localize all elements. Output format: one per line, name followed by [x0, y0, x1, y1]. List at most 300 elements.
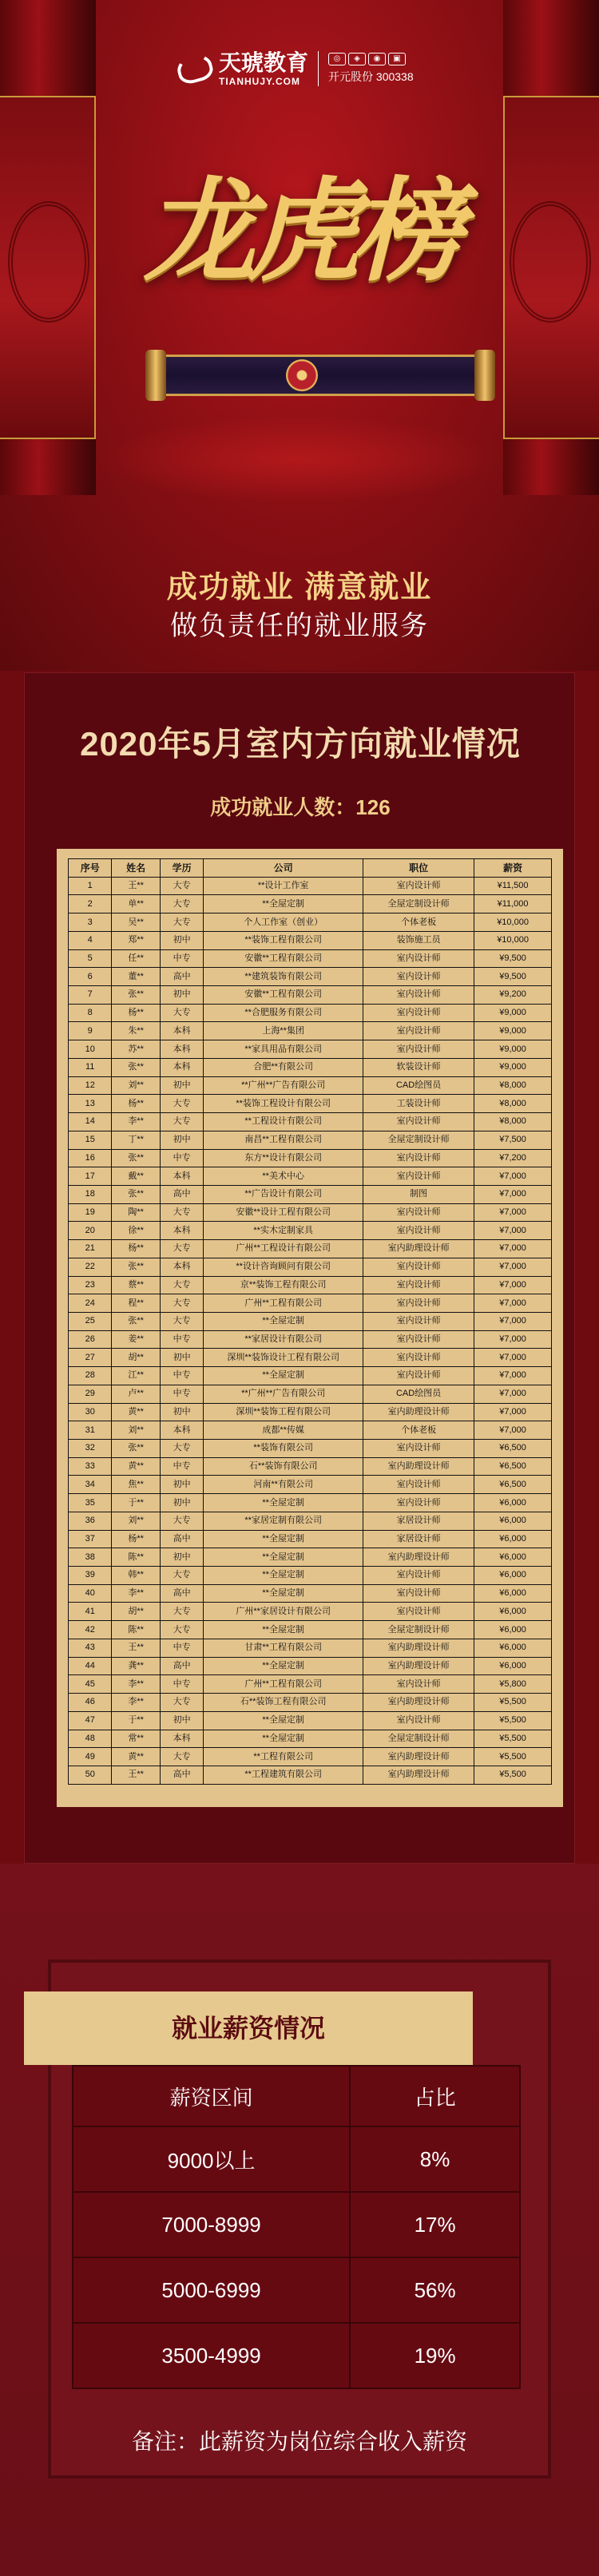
- cell-index: 11: [69, 1058, 112, 1076]
- cell-company: 深圳**装饰设计工程有限公司: [204, 1349, 363, 1367]
- cell-education: 初中: [160, 1711, 203, 1730]
- cell-name: 张**: [112, 1440, 161, 1458]
- cell-salary: ¥7,000: [474, 1349, 552, 1367]
- salary-section: [0, 1864, 599, 2576]
- cell-company: **设计工作室: [204, 877, 363, 895]
- cell-education: 本科: [160, 1421, 203, 1440]
- scroll-seal-icon: [286, 359, 318, 391]
- logo-name-cn: 天琥教育: [219, 50, 309, 75]
- table-row: [69, 949, 552, 968]
- cell-education: 中专: [160, 949, 203, 968]
- cell-salary: ¥7,000: [474, 1367, 552, 1385]
- logo-right: [328, 53, 414, 85]
- cell-name: 焦**: [112, 1476, 161, 1494]
- cell-education: 中专: [160, 1149, 203, 1167]
- cell-index: 9: [69, 1022, 112, 1040]
- table-row: [69, 1675, 552, 1694]
- salary-note: 备注：此薪资为岗位综合收入薪资: [131, 2429, 467, 2454]
- cell-salary: ¥6,000: [474, 1512, 552, 1530]
- salary-ratio: 17%: [350, 2192, 520, 2257]
- cell-salary: ¥9,200: [474, 986, 552, 1005]
- cell-position: 室内设计师: [363, 1584, 474, 1603]
- cell-position: 室内设计师: [363, 1603, 474, 1621]
- col-header-salary: 薪资: [474, 859, 552, 878]
- cell-index: 18: [69, 1185, 112, 1203]
- cell-position: 室内设计师: [363, 1312, 474, 1330]
- left-dragon-banner: [0, 96, 96, 439]
- cell-index: 32: [69, 1440, 112, 1458]
- title-calligraphy: 龙虎榜: [143, 166, 455, 297]
- cell-company: **全屋定制: [204, 1621, 363, 1639]
- col-header-company: 公司: [204, 859, 363, 878]
- cell-index: 21: [69, 1240, 112, 1258]
- cell-position: 室内设计师: [363, 1675, 474, 1694]
- table-row: [69, 1240, 552, 1258]
- cell-company: **全屋定制: [204, 1367, 363, 1385]
- cell-company: **全屋定制: [204, 1312, 363, 1330]
- cell-position: 室内设计师: [363, 1330, 474, 1349]
- salary-range: 5000-6999: [73, 2257, 350, 2323]
- cell-name: 李**: [112, 1675, 161, 1694]
- cell-position: 全屋定制设计师: [363, 1730, 474, 1748]
- cell-company: **实木定制家具: [204, 1222, 363, 1240]
- table-row: [69, 1149, 552, 1167]
- cell-name: 江**: [112, 1367, 161, 1385]
- cell-education: 大专: [160, 877, 203, 895]
- cell-name: 胡**: [112, 1603, 161, 1621]
- brand-logo[interactable]: [177, 45, 433, 93]
- table-row: [69, 1349, 552, 1367]
- cell-position: 室内设计师: [363, 968, 474, 986]
- cell-salary: ¥9,000: [474, 1022, 552, 1040]
- cell-salary: ¥7,000: [474, 1258, 552, 1276]
- cell-name: 刘**: [112, 1512, 161, 1530]
- cell-education: 大专: [160, 1294, 203, 1313]
- table-row: [69, 1258, 552, 1276]
- col-header-position: 职位: [363, 859, 474, 878]
- cell-index: 25: [69, 1312, 112, 1330]
- cell-salary: ¥6,000: [474, 1657, 552, 1675]
- cell-index: 12: [69, 1076, 112, 1095]
- cell-education: 中专: [160, 1675, 203, 1694]
- cell-salary: ¥5,500: [474, 1694, 552, 1712]
- table-row: [69, 1476, 552, 1494]
- cell-company: 河南**有限公司: [204, 1476, 363, 1494]
- cell-index: 5: [69, 949, 112, 968]
- cell-position: 室内设计师: [363, 1567, 474, 1585]
- cell-position: 室内助理设计师: [363, 1403, 474, 1421]
- salary-header-ratio: 占比: [350, 2066, 520, 2126]
- cell-education: 本科: [160, 1730, 203, 1748]
- cell-position: 装饰施工员: [363, 931, 474, 949]
- cell-company: **全屋定制: [204, 1548, 363, 1567]
- cell-company: 成都**传媒: [204, 1421, 363, 1440]
- table-row: [69, 1294, 552, 1313]
- cell-education: 中专: [160, 1385, 203, 1403]
- table-row: [69, 1330, 552, 1349]
- table-row: [69, 1530, 552, 1548]
- cell-salary: ¥6,000: [474, 1548, 552, 1567]
- cell-name: 杨**: [112, 1240, 161, 1258]
- table-row: [69, 1494, 552, 1512]
- cell-company: **装饰工程设计有限公司: [204, 1095, 363, 1113]
- table-row: [69, 1603, 552, 1621]
- employment-panel: [24, 672, 575, 1864]
- cell-name: 李**: [112, 1113, 161, 1131]
- cell-company: 广州**工程设计有限公司: [204, 1240, 363, 1258]
- cell-name: 单**: [112, 895, 161, 913]
- cell-index: 44: [69, 1657, 112, 1675]
- table-row: [69, 913, 552, 932]
- table-row: [69, 1657, 552, 1675]
- cell-position: 软装设计师: [363, 1058, 474, 1076]
- cell-position: CAD绘图员: [363, 1385, 474, 1403]
- cell-company: **全屋定制: [204, 1567, 363, 1585]
- cell-salary: ¥7,000: [474, 1276, 552, 1294]
- cell-company: **全屋定制: [204, 895, 363, 913]
- employment-table: [68, 858, 552, 1785]
- col-header-name: 姓名: [112, 859, 161, 878]
- cell-position: 室内设计师: [363, 1258, 474, 1276]
- cell-name: 戴**: [112, 1167, 161, 1186]
- cell-index: 1: [69, 877, 112, 895]
- cell-position: 室内助理设计师: [363, 1457, 474, 1476]
- cell-name: 张**: [112, 1185, 161, 1203]
- table-row: [69, 1276, 552, 1294]
- cell-index: 30: [69, 1403, 112, 1421]
- cell-education: 初中: [160, 1403, 203, 1421]
- cell-education: 中专: [160, 1639, 203, 1657]
- cell-position: 制图: [363, 1185, 474, 1203]
- cell-name: 于**: [112, 1711, 161, 1730]
- cell-name: 程**: [112, 1294, 161, 1313]
- cert-icon: ◎: [328, 53, 346, 65]
- cell-position: 室内设计师: [363, 949, 474, 968]
- cell-index: 20: [69, 1222, 112, 1240]
- cell-name: 王**: [112, 1766, 161, 1784]
- employment-count: 成功就业人数：126: [210, 795, 391, 819]
- cell-education: 中专: [160, 1330, 203, 1349]
- cell-index: 37: [69, 1530, 112, 1548]
- cell-position: 室内设计师: [363, 1494, 474, 1512]
- cell-name: 杨**: [112, 1004, 161, 1022]
- cell-education: 大专: [160, 1203, 203, 1222]
- cell-education: 本科: [160, 1258, 203, 1276]
- cell-company: 广州**工程有限公司: [204, 1675, 363, 1694]
- cell-index: 24: [69, 1294, 112, 1313]
- cell-name: 常**: [112, 1730, 161, 1748]
- slogan-line-1: 成功就业 满意就业: [166, 571, 433, 604]
- stage-glow: [96, 415, 503, 503]
- stock-code: 开元股份 300338: [328, 70, 414, 83]
- cell-salary: ¥8,000: [474, 1113, 552, 1131]
- cell-education: 初中: [160, 1076, 203, 1095]
- cell-education: 大专: [160, 1621, 203, 1639]
- table-row: [69, 1040, 552, 1059]
- tv-icon: ▣: [388, 53, 406, 65]
- cell-salary: ¥11,500: [474, 877, 552, 895]
- cell-salary: ¥5,500: [474, 1748, 552, 1766]
- cell-company: **全屋定制: [204, 1494, 363, 1512]
- cell-company: **工程建筑有限公司: [204, 1766, 363, 1784]
- cell-salary: ¥9,500: [474, 968, 552, 986]
- cell-education: 初中: [160, 1548, 203, 1567]
- table-row: [69, 1730, 552, 1748]
- cell-salary: ¥5,500: [474, 1766, 552, 1784]
- logo-text: [219, 52, 308, 86]
- logo-name-en: TIANHUJY.COM: [219, 75, 301, 87]
- cell-company: 京**装饰工程有限公司: [204, 1276, 363, 1294]
- cell-name: 陈**: [112, 1548, 161, 1567]
- report-title: 2020年5月室内方向就业情况: [80, 725, 521, 763]
- cell-company: 个人工作室（创业）: [204, 913, 363, 932]
- cell-position: 室内设计师: [363, 1203, 474, 1222]
- cell-name: 任**: [112, 949, 161, 968]
- cell-education: 大专: [160, 1603, 203, 1621]
- cell-index: 48: [69, 1730, 112, 1748]
- cell-company: **美术中心: [204, 1167, 363, 1186]
- cell-company: 安徽**工程有限公司: [204, 949, 363, 968]
- cell-education: 初中: [160, 1131, 203, 1149]
- cell-index: 29: [69, 1385, 112, 1403]
- cell-name: 刘**: [112, 1421, 161, 1440]
- cell-education: 本科: [160, 1058, 203, 1076]
- table-row: [69, 1385, 552, 1403]
- cell-salary: ¥10,000: [474, 931, 552, 949]
- cell-salary: ¥7,000: [474, 1222, 552, 1240]
- cell-company: **设计咨询顾问有限公司: [204, 1258, 363, 1276]
- cell-company: 东方**设计有限公司: [204, 1149, 363, 1167]
- cell-position: 室内设计师: [363, 1476, 474, 1494]
- cell-salary: ¥7,200: [474, 1149, 552, 1167]
- cell-position: 室内设计师: [363, 1167, 474, 1186]
- cell-index: 8: [69, 1004, 112, 1022]
- cell-index: 46: [69, 1694, 112, 1712]
- cell-name: 黄**: [112, 1748, 161, 1766]
- cell-education: 中专: [160, 1457, 203, 1476]
- cell-education: 本科: [160, 1167, 203, 1186]
- cell-salary: ¥9,000: [474, 1040, 552, 1059]
- cell-index: 26: [69, 1330, 112, 1349]
- cell-name: 李**: [112, 1694, 161, 1712]
- cell-salary: ¥6,500: [474, 1440, 552, 1458]
- cell-index: 31: [69, 1421, 112, 1440]
- col-header-education: 学历: [160, 859, 203, 878]
- cell-position: 室内设计师: [363, 1276, 474, 1294]
- cell-index: 2: [69, 895, 112, 913]
- salary-header-range: 薪资区间: [73, 2066, 350, 2126]
- cell-name: 黄**: [112, 1457, 161, 1476]
- cell-education: 大专: [160, 1694, 203, 1712]
- cell-company: 甘肃**工程有限公司: [204, 1639, 363, 1657]
- slogan-line-2: 做负责任的就业服务: [170, 611, 429, 641]
- cell-education: 初中: [160, 1476, 203, 1494]
- salary-table: [72, 2065, 521, 2389]
- cell-position: 室内设计师: [363, 1040, 474, 1059]
- table-row: [69, 1403, 552, 1421]
- cell-education: 大专: [160, 895, 203, 913]
- employment-table-wrap: [57, 849, 563, 1807]
- cell-salary: ¥6,000: [474, 1603, 552, 1621]
- cell-salary: ¥7,500: [474, 1131, 552, 1149]
- cell-company: 南昌**工程有限公司: [204, 1131, 363, 1149]
- cell-company: **家居定制有限公司: [204, 1512, 363, 1530]
- cell-name: 张**: [112, 1058, 161, 1076]
- table-row: [69, 1312, 552, 1330]
- cell-position: 室内设计师: [363, 1294, 474, 1313]
- cell-index: 14: [69, 1113, 112, 1131]
- cell-education: 大专: [160, 913, 203, 932]
- cell-education: 大专: [160, 1312, 203, 1330]
- logo-divider: [318, 51, 319, 86]
- table-row: [69, 1131, 552, 1149]
- table-row: [69, 1567, 552, 1585]
- cell-position: 全屋定制设计师: [363, 1621, 474, 1639]
- cell-index: 13: [69, 1095, 112, 1113]
- salary-row: [73, 2192, 520, 2257]
- cell-salary: ¥6,000: [474, 1584, 552, 1603]
- cell-company: **全屋定制: [204, 1530, 363, 1548]
- cell-position: 室内设计师: [363, 1113, 474, 1131]
- cell-company: 上海**集团: [204, 1022, 363, 1040]
- table-row: [69, 1748, 552, 1766]
- cell-name: 姜**: [112, 1330, 161, 1349]
- table-row: [69, 1004, 552, 1022]
- salary-title: 就业薪资情况: [24, 1991, 473, 2065]
- cell-position: 家居设计师: [363, 1512, 474, 1530]
- cell-salary: ¥7,000: [474, 1294, 552, 1313]
- scroll-body: [161, 355, 479, 396]
- salary-row: [73, 2126, 520, 2192]
- cell-company: 石**装饰有限公司: [204, 1457, 363, 1476]
- salary-header-row: [73, 2066, 520, 2126]
- cell-company: 安徽**工程有限公司: [204, 986, 363, 1005]
- table-row: [69, 968, 552, 986]
- cell-position: 室内设计师: [363, 986, 474, 1005]
- cell-education: 高中: [160, 1584, 203, 1603]
- cell-education: 高中: [160, 1766, 203, 1784]
- cell-name: 吴**: [112, 913, 161, 932]
- cell-education: 高中: [160, 1657, 203, 1675]
- cell-salary: ¥7,000: [474, 1167, 552, 1186]
- cell-index: 49: [69, 1748, 112, 1766]
- cell-education: 本科: [160, 1222, 203, 1240]
- cell-company: **家具用品有限公司: [204, 1040, 363, 1059]
- salary-range: 3500-4999: [73, 2323, 350, 2388]
- cell-index: 6: [69, 968, 112, 986]
- cell-index: 27: [69, 1349, 112, 1367]
- table-row: [69, 931, 552, 949]
- cell-salary: ¥6,000: [474, 1639, 552, 1657]
- cell-position: CAD绘图员: [363, 1076, 474, 1095]
- cell-company: **合肥服务有限公司: [204, 1004, 363, 1022]
- table-row: [69, 1440, 552, 1458]
- right-dragon-banner: [503, 96, 599, 439]
- cell-salary: ¥7,000: [474, 1203, 552, 1222]
- logo-icons: [328, 53, 414, 65]
- cell-company: 合肥**有限公司: [204, 1058, 363, 1076]
- cell-salary: ¥9,500: [474, 949, 552, 968]
- cell-name: 韩**: [112, 1567, 161, 1585]
- salary-ratio: 8%: [350, 2126, 520, 2192]
- table-row: [69, 1367, 552, 1385]
- cell-salary: ¥8,000: [474, 1076, 552, 1095]
- cell-company: **工程设计有限公司: [204, 1113, 363, 1131]
- cell-company: **装饰有限公司: [204, 1440, 363, 1458]
- cell-name: 董**: [112, 968, 161, 986]
- salary-row: [73, 2257, 520, 2323]
- cell-name: 陶**: [112, 1203, 161, 1222]
- table-row: [69, 1203, 552, 1222]
- cell-name: 朱**: [112, 1022, 161, 1040]
- cell-education: 大专: [160, 1113, 203, 1131]
- cell-index: 7: [69, 986, 112, 1005]
- cell-index: 16: [69, 1149, 112, 1167]
- cell-company: **全屋定制: [204, 1584, 363, 1603]
- cell-company: 安徽**设计工程有限公司: [204, 1203, 363, 1222]
- table-row: [69, 1621, 552, 1639]
- table-row: [69, 1167, 552, 1186]
- cell-index: 10: [69, 1040, 112, 1059]
- cell-position: 室内设计师: [363, 1022, 474, 1040]
- cell-name: 蔡**: [112, 1276, 161, 1294]
- cell-index: 3: [69, 913, 112, 932]
- table-row: [69, 1022, 552, 1040]
- cell-position: 个体老板: [363, 1421, 474, 1440]
- cell-index: 22: [69, 1258, 112, 1276]
- table-row: [69, 1076, 552, 1095]
- cell-index: 4: [69, 931, 112, 949]
- salary-range: 7000-8999: [73, 2192, 350, 2257]
- cell-index: 43: [69, 1639, 112, 1657]
- cell-index: 39: [69, 1567, 112, 1585]
- cell-name: 杨**: [112, 1530, 161, 1548]
- table-header-row: [69, 859, 552, 878]
- cell-name: 张**: [112, 986, 161, 1005]
- cell-salary: ¥7,000: [474, 1185, 552, 1203]
- table-row: [69, 1095, 552, 1113]
- cell-education: 中专: [160, 1367, 203, 1385]
- table-row: [69, 986, 552, 1005]
- cell-position: 个体老板: [363, 913, 474, 932]
- cell-name: 张**: [112, 1312, 161, 1330]
- cell-education: 初中: [160, 1349, 203, 1367]
- shield-icon: ◈: [348, 53, 366, 65]
- cell-index: 42: [69, 1621, 112, 1639]
- table-row: [69, 1512, 552, 1530]
- badge-icon: ◉: [368, 53, 386, 65]
- cell-education: 大专: [160, 1748, 203, 1766]
- table-row: [69, 1548, 552, 1567]
- cell-company: **广州**广告有限公司: [204, 1076, 363, 1095]
- cell-name: 苏**: [112, 1040, 161, 1059]
- cell-company: 广州**家居设计有限公司: [204, 1603, 363, 1621]
- cell-education: 大专: [160, 1095, 203, 1113]
- scroll-end-right: [474, 350, 495, 401]
- salary-ratio: 19%: [350, 2323, 520, 2388]
- cell-education: 初中: [160, 931, 203, 949]
- cell-name: 杨**: [112, 1095, 161, 1113]
- cell-position: 工装设计师: [363, 1095, 474, 1113]
- cell-company: **建筑装饰有限公司: [204, 968, 363, 986]
- cell-salary: ¥8,000: [474, 1095, 552, 1113]
- table-row: [69, 1584, 552, 1603]
- cell-index: 50: [69, 1766, 112, 1784]
- table-row: [69, 1457, 552, 1476]
- cell-position: 室内设计师: [363, 1367, 474, 1385]
- table-row: [69, 1222, 552, 1240]
- cell-name: 王**: [112, 877, 161, 895]
